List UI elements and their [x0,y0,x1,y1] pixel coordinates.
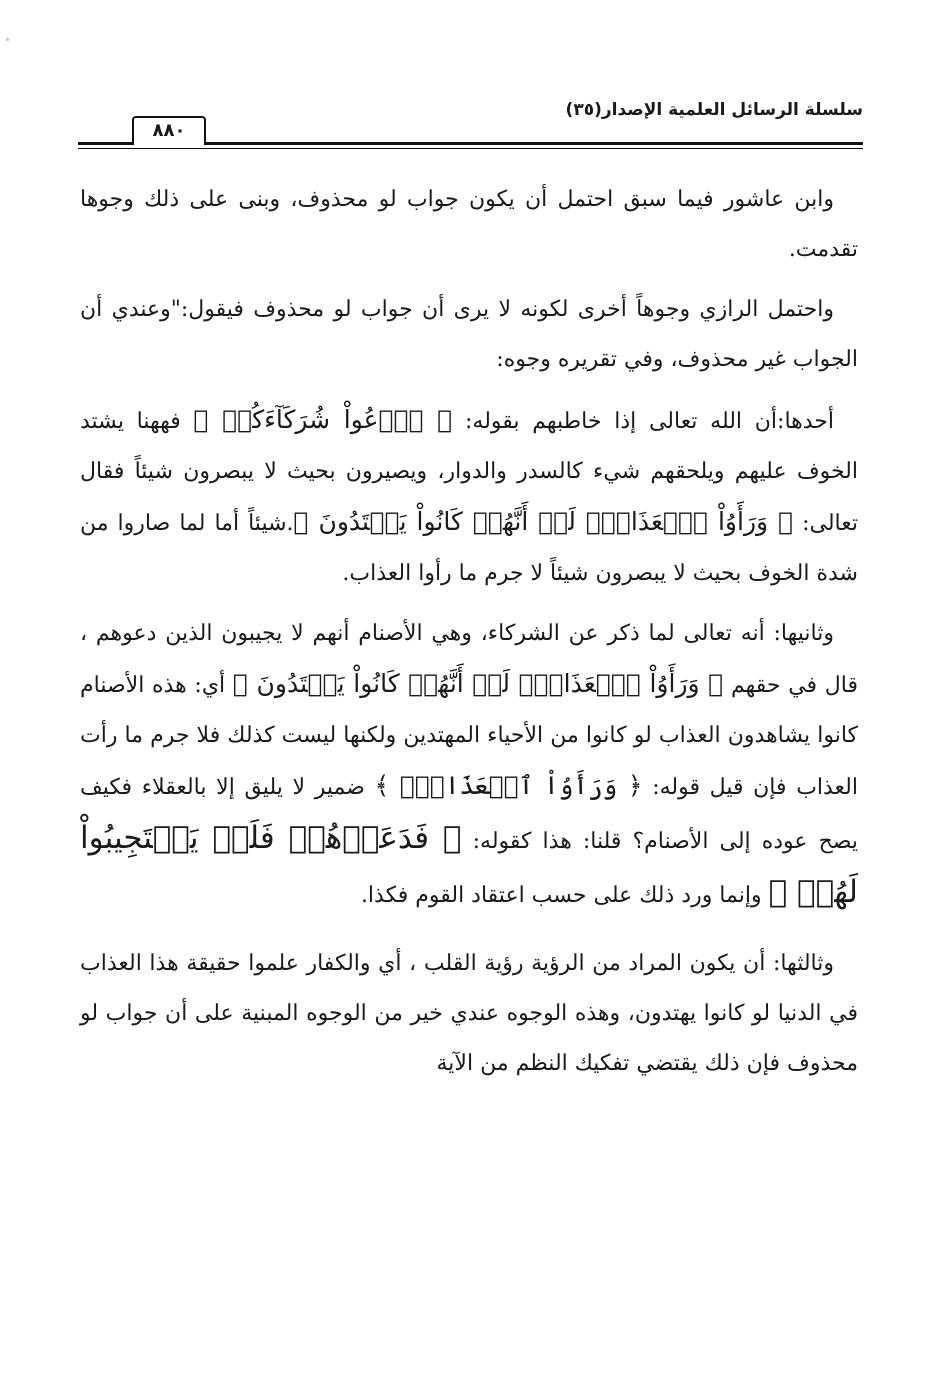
paragraph-5 [80,939,858,1089]
quran-verse: ﴿ ٱدۡعُواْ شُرَكَآءَكُمۡ ﴾ [193,405,453,434]
page-body [80,175,858,1107]
paragraph-4 [80,609,858,921]
paragraph-4-text-a: وثانيها: أنه تعالى لما ذكر عن الشركاء، وهي الأصنام أنهم لا يجيبون الذين دعوهم ، قال في حقهم [80,621,858,698]
paragraph-3-text-a: أحدها:أن الله تعالى إذا خاطبهم بقوله: [452,409,835,434]
series-title: سلسلة الرسائل العلمية الإصدار(٣٥) [565,100,863,120]
paragraph-3-text-c: .شيئاً أما لما صاروا من شدة الخوف بحيث لا يبصرون شيئاً لا جرم ما رأوا العذاب. [80,511,858,586]
paragraph-4-text-d: وإنما ورد ذلك على حسب اعتقاد القوم فكذا. [360,883,769,908]
scan-mark [6,38,9,41]
header-rule-thin [78,148,863,149]
paragraph-1-text: وابن عاشور فيما سبق احتمل أن يكون جواب لو محذوف، وبنى على ذلك وجوها تقدمت. [80,187,858,262]
paragraph-1 [80,175,858,275]
paragraph-4-text-c: ضمير لا يليق إلا بالعقلاء فكيف يصح عوده إلى الأصنام؟ قلنا: هذا كقوله: [80,775,859,854]
quran-verse: ﴿ وَرَأَوُاْ ٱلۡعَذَابَۚ لَوۡ أَنَّهُمۡ كَانُواْ يَهۡتَدُونَ ﴾ [293,507,794,536]
page-number: ٨٨٠ [132,116,206,145]
page-header [78,90,863,152]
paragraph-4-text-b: أي: هذه الأصنام كانوا يشاهدون العذاب لو كانوا من الأحياء المهتدين ولكنها ليست كذلك فلا جرم ما رأت العذاب فإن قيل قوله: [80,673,858,800]
paragraph-2 [80,285,858,385]
paragraph-3 [80,395,858,599]
paragraph-2-text: واحتمل الرازي وجوهاً أخرى لكونه لا يرى أن جواب لو محذوف فيقول:"وعندي أن الجواب غير محذوف، وفي تقريره وجوه: [80,297,858,372]
quran-verse: ﴿ وَرَأَوُاْ ٱلۡعَذَابَۚ لَوۡ أَنَّهُمۡ كَانُواْ يَهۡتَدُونَ ﴾ [232,669,724,698]
quran-verse: ﴿ فَدَعَوۡهُمۡ فَلَمۡ يَسۡتَجِيبُواْ لَهُمۡ ﴾ [80,820,858,910]
paragraph-5-text: وثالثها: أن يكون المراد من الرؤية رؤية القلب ، أي والكفار علموا حقيقة هذا العذاب في الدنيا لو كانوا يهتدون، وهذه الوجوه عندي خير من الوجوه المبنية على أن جواب لو محذوف فإن ذلك يقتضي تفكيك النظم من الآية [80,951,858,1076]
quran-verse: ﴿ وَرَأَوُاْ ٱلۡعَذَابَۚ ﴾ [374,771,643,800]
paragraph-3-text-b: فههنا يشتد الخوف عليهم ويلحقهم شيء كالسدر والدوار، ويصيرون بحيث لا يبصرون شيئاً فقال تعالى: [80,409,859,536]
